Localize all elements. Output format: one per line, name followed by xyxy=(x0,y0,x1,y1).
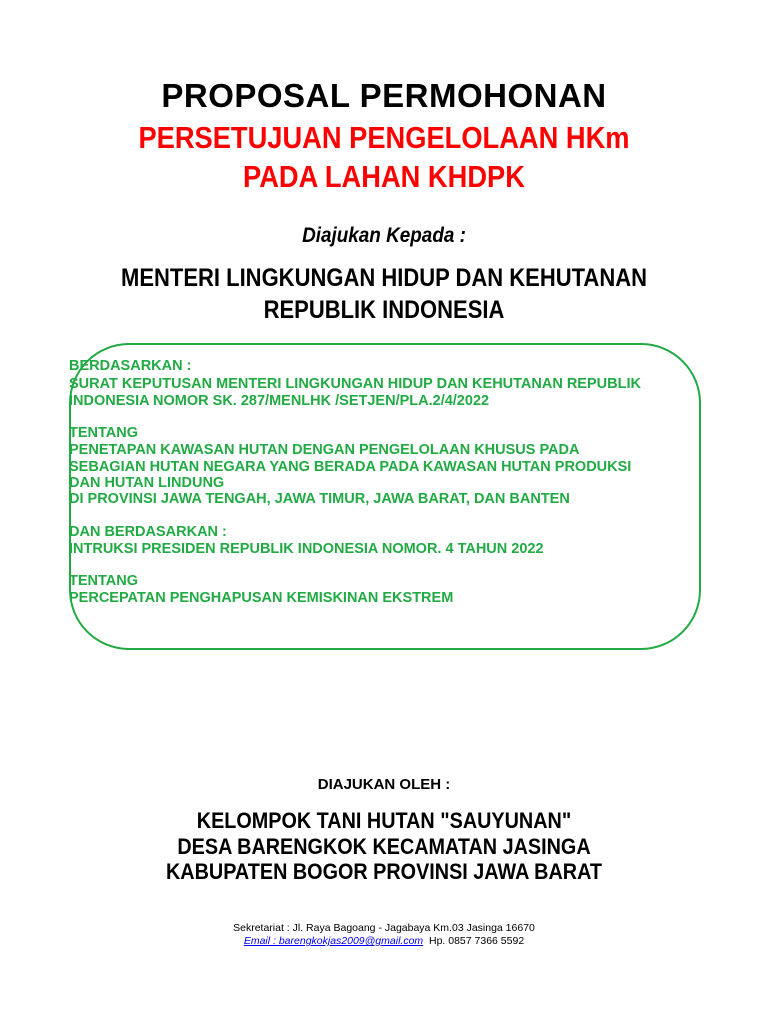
basis-line: DAN HUTAN LINDUNG xyxy=(69,475,225,491)
addressee-line-1: MENTERI LINGKUNGAN HIDUP DAN KEHUTANAN xyxy=(121,264,647,292)
basis-line: INDONESIA NOMOR SK. 287/MENLHK /SETJEN/PLA.2/4/2022 xyxy=(69,393,490,409)
group-regency: KABUPATEN BOGOR PROVINSI JAWA BARAT xyxy=(166,859,602,884)
basis-line: DAN BERDASARKAN : xyxy=(69,524,227,540)
group-village: DESA BARENGKOK KECAMATAN JASINGA xyxy=(177,834,591,859)
basis-line: SEBAGIAN HUTAN NEGARA YANG BERADA PADA KAWASAN HUTAN PRODUKSI xyxy=(69,459,632,475)
subtitle-line-1: PERSETUJUAN PENGELOLAAN HKm xyxy=(138,120,630,155)
phone-number: Hp. 0857 7366 5592 xyxy=(429,935,525,947)
addressee-line-2: REPUBLIK INDONESIA xyxy=(263,296,505,324)
basis-line: TENTANG xyxy=(69,425,139,441)
group-name: KELOMPOK TANI HUTAN "SAUYUNAN" xyxy=(196,808,572,833)
basis-line: TENTANG xyxy=(69,573,139,589)
basis-line: INTRUKSI PRESIDEN REPUBLIK INDONESIA NOMOR. 4 TAHUN 2022 xyxy=(69,541,544,557)
addressee-label: Diajukan Kepada : xyxy=(302,224,466,247)
subtitle-line-2: PADA LAHAN KHDPK xyxy=(243,159,525,194)
email-link[interactable]: Email : barengkokjas2009@gmail.com xyxy=(243,935,424,947)
contact-line xyxy=(0,935,768,947)
basis-line: PENETAPAN KAWASAN HUTAN DENGAN PENGELOLAAN KHUSUS PADA xyxy=(69,442,580,458)
basis-line: SURAT KEPUTUSAN MENTERI LINGKUNGAN HIDUP DAN KEHUTANAN REPUBLIK xyxy=(69,376,641,392)
secretariat-address: Sekretariat : Jl. Raya Bagoang - Jagabaya Km.03 Jasinga 16670 xyxy=(233,922,535,934)
basis-line: PERCEPATAN PENGHAPUSAN KEMISKINAN EKSTREM xyxy=(69,590,454,606)
basis-line: DI PROVINSI JAWA TENGAH, JAWA TIMUR, JAWA BARAT, DAN BANTEN xyxy=(69,491,570,507)
basis-line: BERDASARKAN : xyxy=(69,358,192,374)
document-title: PROPOSAL PERMOHONAN xyxy=(161,77,607,114)
submitted-by-label: DIAJUKAN OLEH : xyxy=(317,776,451,793)
